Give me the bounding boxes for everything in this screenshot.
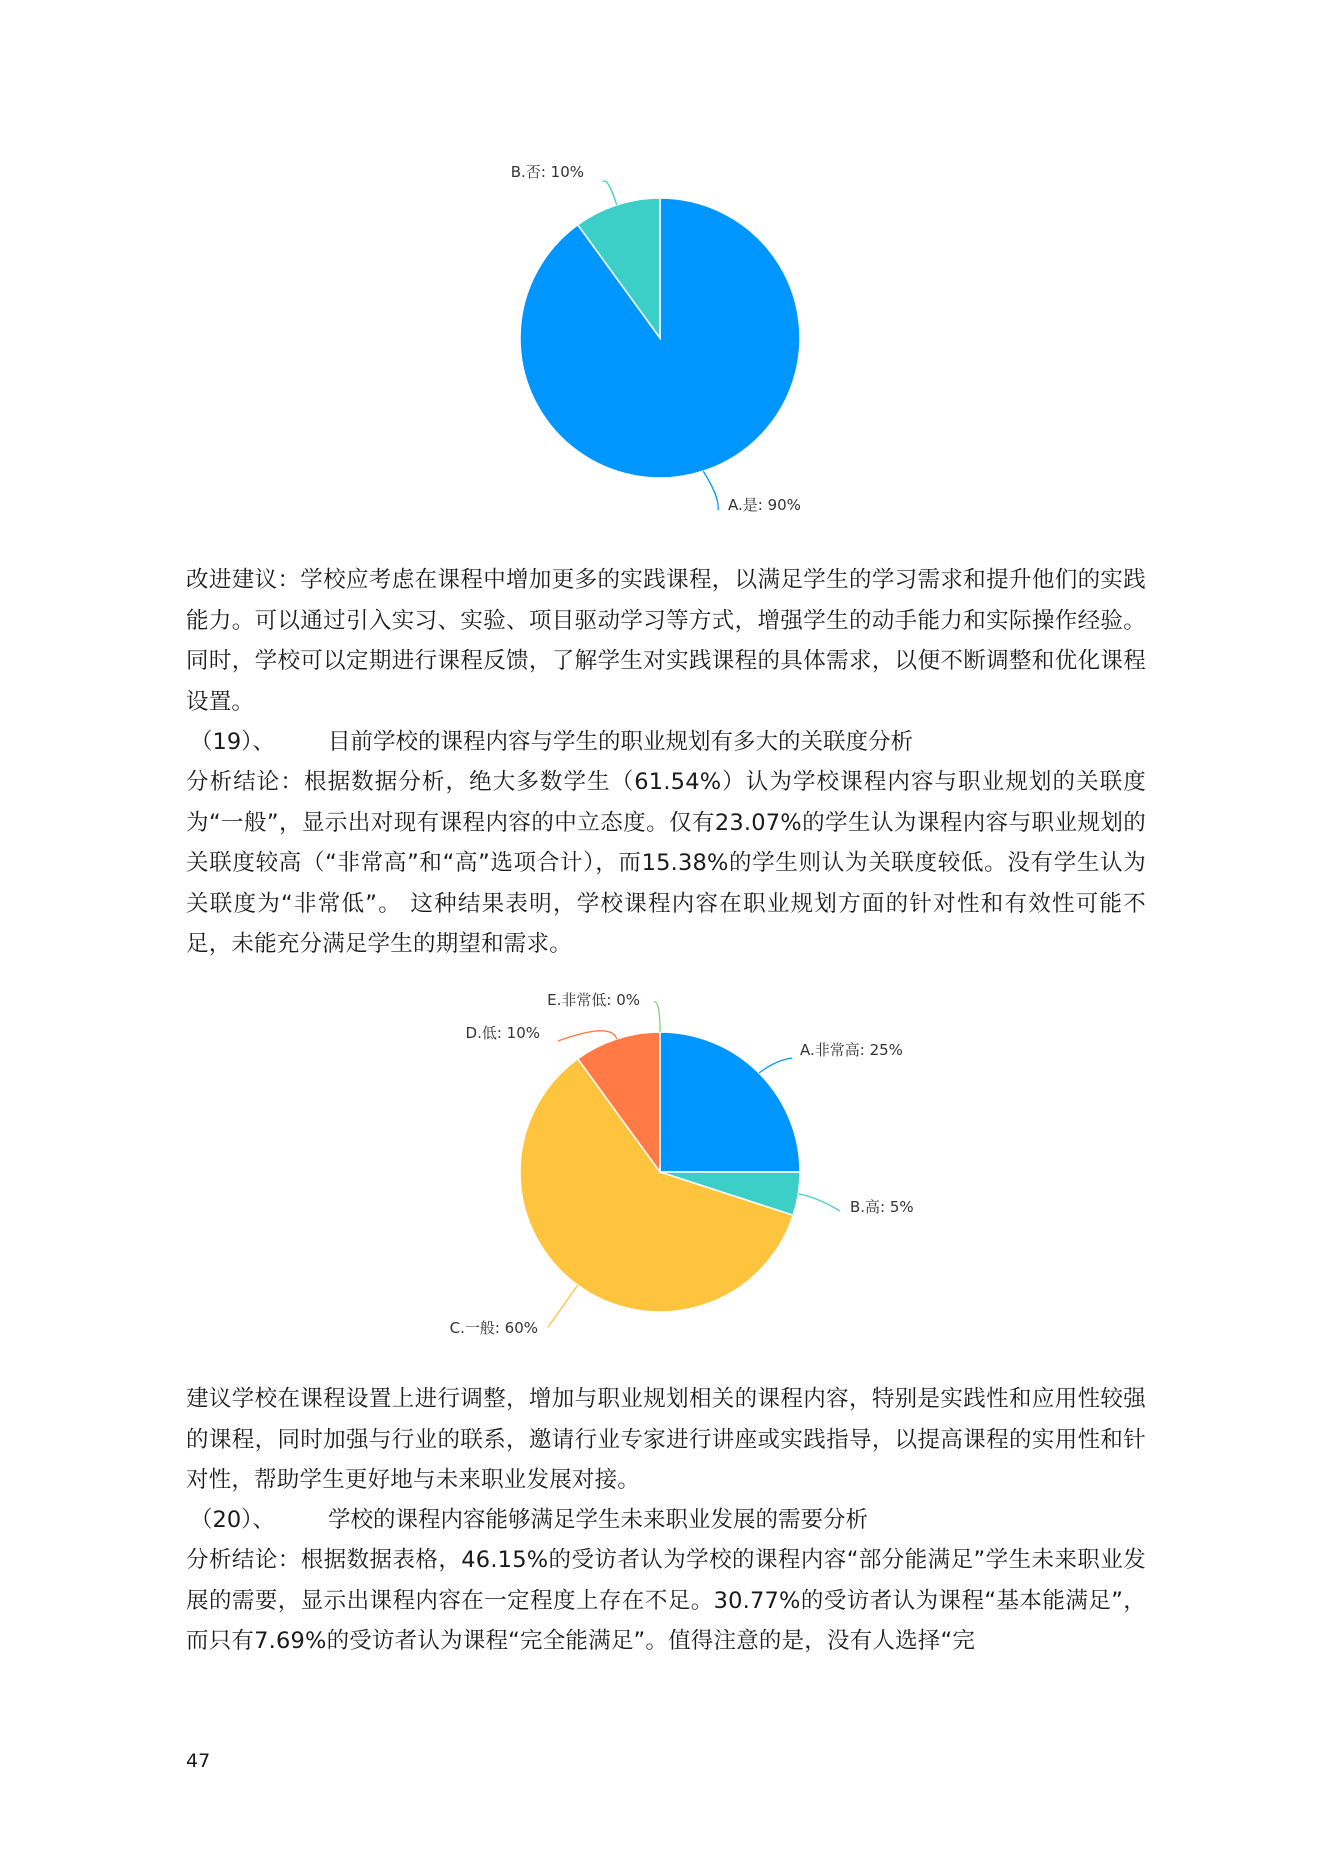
paragraph-improvement-suggestion: 改进建议：学校应考虑在课程中增加更多的实践课程，以满足学生的学习需求和提升他们的实践能力。可以通过引入实习、实验、项目驱动学习等方式，增强学生的动手能力和实际操作经验。同时，学校可以定期进行课程反馈，了解学生对实践课程的具体需求，以便不断调整和优化课程设置。 bbox=[186, 567, 1146, 715]
slice-label-1: B.否: 10% bbox=[510, 163, 584, 181]
paragraph-analysis-19: 分析结论：根据数据分析，绝大多数学生（61.54%）认为学校课程内容与职业规划的关联度为“一般”，显示出对现有课程内容的中立态度。仅有23.07%的学生认为课程内容与职业规划的关联度较高（“非常高”和“高”选项合计），而15.38%的学生则认为关联度较低。没有学生认为关联度为“非常低”。 这种结果表明，学校课程内容在职业规划方面的针对性和有效性可能不足，未能充分满足学生的期望和需求。 bbox=[186, 769, 1146, 957]
paragraph-analysis-20: 分析结论：根据数据表格，46.15%的受访者认为学校的课程内容“部分能满足”学生未来职业发展的需要，显示出课程内容在一定程度上存在不足。30.77%的受访者认为课程“基本能满足”，而只有7.69%的受访者认为课程“完全能满足”。值得注意的是，没有人选择“完 bbox=[186, 1547, 1146, 1654]
section-number-20: （20）、 bbox=[190, 1507, 275, 1533]
leader-line-4 bbox=[654, 1002, 660, 1032]
pie-chart-practice bbox=[0, 140, 1323, 540]
slice-label-2: C.一般: 60% bbox=[449, 1319, 538, 1337]
leader-line-0 bbox=[759, 1058, 792, 1073]
leader-line-1 bbox=[603, 181, 617, 205]
pie-chart-practice-svg bbox=[0, 140, 1323, 540]
leader-line-1 bbox=[798, 1194, 840, 1211]
slice-label-0: A.非常高: 25% bbox=[800, 1041, 903, 1059]
pie-slice-0 bbox=[660, 1032, 800, 1172]
section-heading-20 bbox=[190, 1500, 868, 1540]
slice-label-3: D.低: 10% bbox=[465, 1024, 540, 1042]
slice-label-1: B.高: 5% bbox=[850, 1198, 914, 1216]
leader-line-0 bbox=[703, 471, 718, 510]
section-heading-19 bbox=[190, 722, 913, 762]
leader-line-2 bbox=[548, 1285, 578, 1327]
section-number-19: （19）、 bbox=[190, 729, 275, 755]
slice-label-4: E.非常低: 0% bbox=[547, 991, 640, 1009]
pie-chart-career-relevance-svg bbox=[0, 975, 1323, 1345]
section-title-20: 学校的课程内容能够满足学生未来职业发展的需要分析 bbox=[328, 1507, 869, 1533]
slice-label-0: A.是: 90% bbox=[728, 496, 801, 514]
section-title-19: 目前学校的课程内容与学生的职业规划有多大的关联度分析 bbox=[328, 729, 914, 755]
paragraph-suggestion-19: 建议学校在课程设置上进行调整，增加与职业规划相关的课程内容，特别是实践性和应用性较强的课程，同时加强与行业的联系，邀请行业专家进行讲座或实践指导，以提高课程的实用性和针对性，帮助学生更好地与未来职业发展对接。 bbox=[186, 1386, 1146, 1493]
page-number: 47 bbox=[186, 1750, 211, 1772]
leader-line-3 bbox=[558, 1031, 617, 1041]
pie-chart-career-relevance bbox=[0, 975, 1323, 1345]
